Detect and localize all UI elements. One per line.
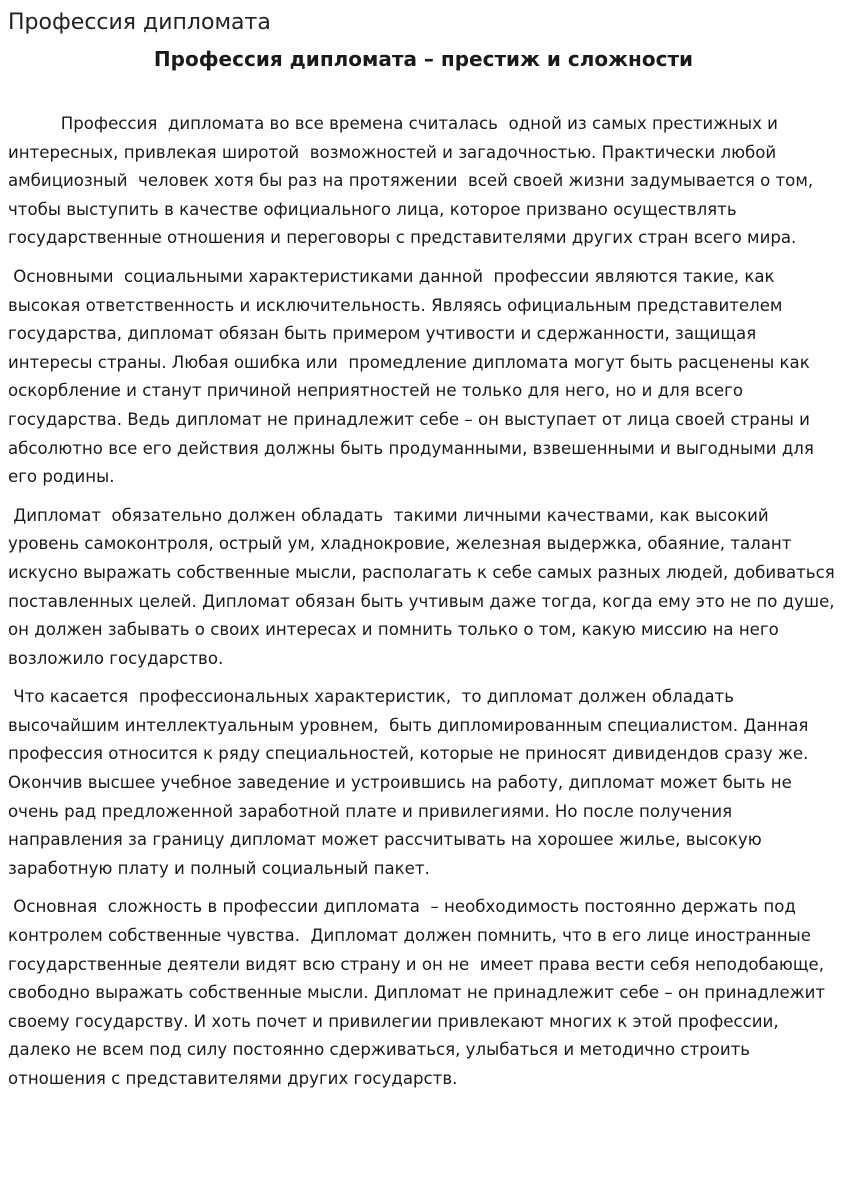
paragraph-professional-characteristics: Что касается профессиональных характеристик, то дипломат должен обладать высочайшим интеллектуальным уровнем, быть дипломированным специалистом. Данная профессия относится к ряду специальностей, которые не приносят дивидендов сразу же. Окончив высшее учебное заведение и устроившись на работу, дипломат может быть не очень рад предложенной заработной плате и привилегиями. Но после получения направления за границу дипломат может рассчитывать на хорошее жилье, высокую заработную плату и полный социальный пакет. xyxy=(8,687,814,878)
paragraph-personal-qualities: Дипломат обязательно должен обладать такими личными качествами, как высокий уровень самоконтроля, острый ум, хладнокровие, железная выдержка, обаяние, талант искусно выражать собственные мысли, располагать к себе самых разных людей, добиваться поставленных целей. Дипломат обязан быть учтивым даже тогда, когда ему это не по душе, он должен забывать о своих интересах и помнить только о том, какую миссию на него возложило государство. xyxy=(8,505,840,668)
document-body xyxy=(8,110,839,1094)
document-title: Профессия дипломата – престиж и сложности xyxy=(153,47,694,71)
paragraph-social-characteristics: Основными социальными характеристиками данной профессии являются такие, как высокая ответственность и исключительность. Являясь официальным представителем государства, дипломат обязан быть примером учтивости и сдержанности, защищая интересы страны. Любая ошибка или промедление дипломата могут быть расценены как оскорбление и станут причиной неприятностей не только для него, но и для всего государства. Ведь дипломат не принадлежит себе – он выступает от лица своей страны и абсолютно все его действия должны быть продуманными, взвешенными и выгодными для его родины. xyxy=(8,266,820,487)
paragraph-main-difficulty: Основная сложность в профессии дипломата – необходимость постоянно держать под контролем собственные чувства. Дипломат должен помнить, что в его лице иностранные государственные деятели видят всю страну и он не имеет права вести себя неподобающе, свободно выражать собственные мысли. Дипломат не принадлежит себе – он принадлежит своему государству. И хоть почет и привилегии привлекают многих к этой профессии, далеко не всем под силу постоянно сдерживаться, улыбаться и методично строить отношения с представителями других государств. xyxy=(8,897,831,1088)
paragraph-intro: Профессия дипломата во все времена считалась одной из самых престижных и интересных, привлекая широтой возможностей и загадочностью. Практически любой амбициозный человек хотя бы раз на протяжении всей своей жизни задумывается о том, чтобы выступить в качестве официального лица, которое призвано осуществлять государственные отношения и переговоры с представителями других стран всего мира. xyxy=(8,114,819,248)
document-header: Профессия дипломата xyxy=(8,10,271,35)
